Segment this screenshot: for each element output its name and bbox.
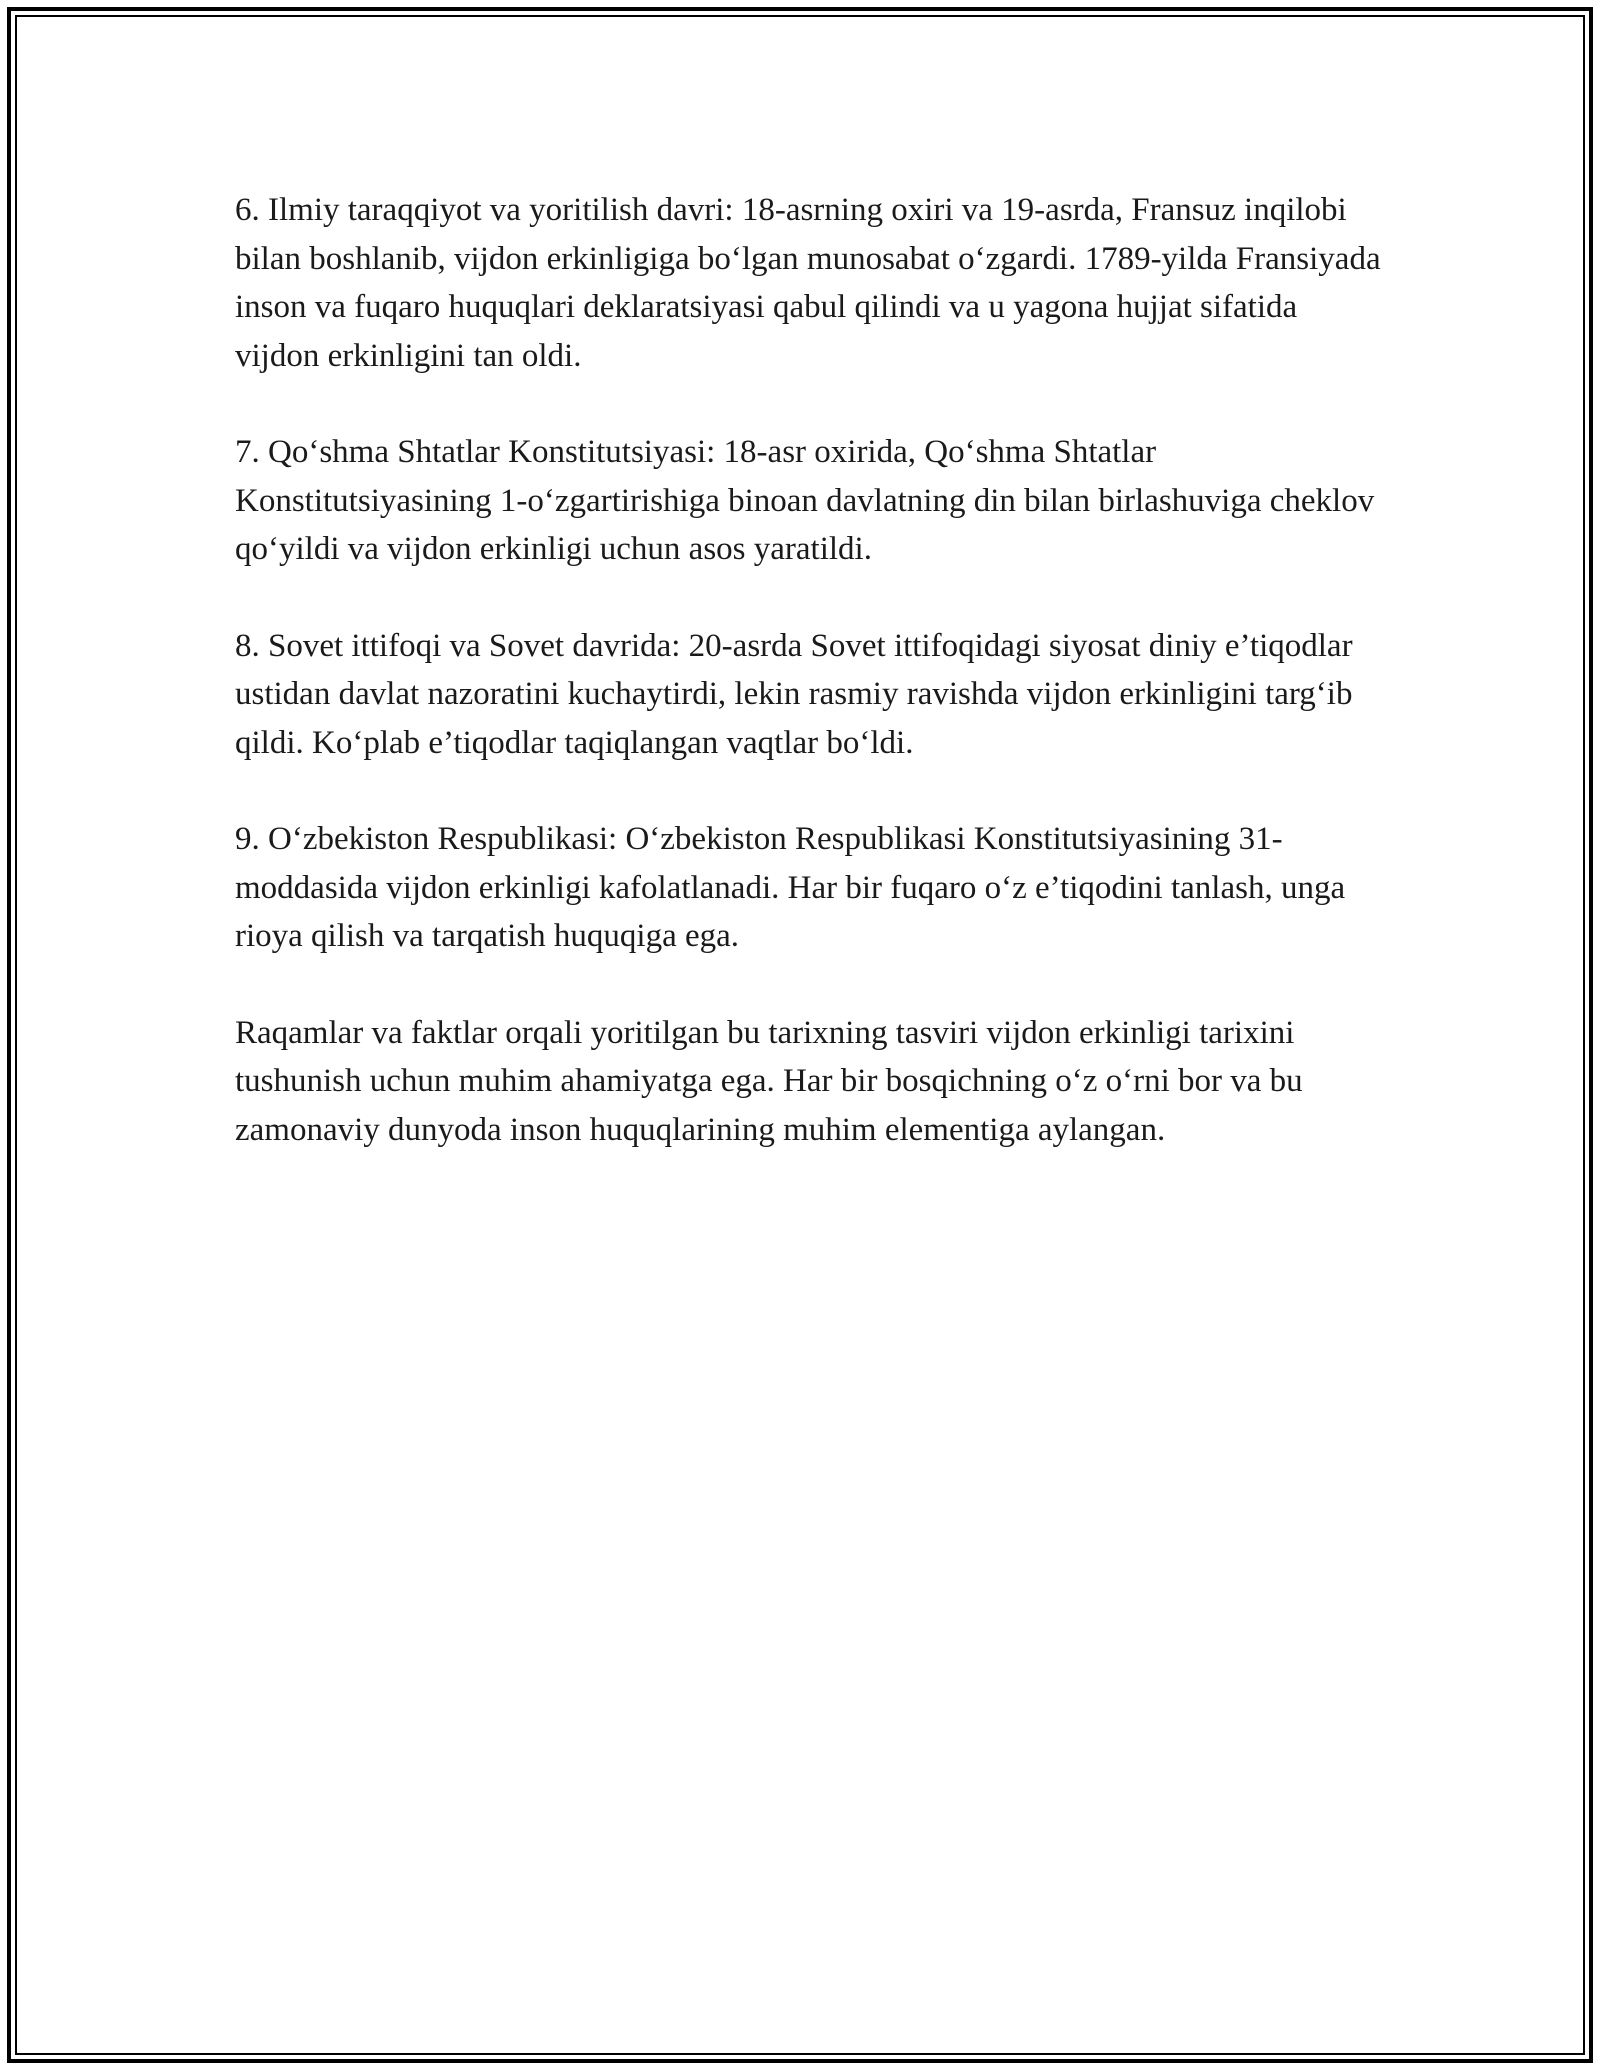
paragraph-french-revolution: 6. Ilmiy taraqqiyot va yoritilish davri: 18-asrning oxiri va 19-asrda, Fransuz inqilobi bilan boshlanib, vijdon erkinligiga bo‘lgan munosabat o‘zgardi. 1789-yilda Fransiyada inson va fuqaro huquqlari deklaratsiyasi qabul qilindi va u yagona hujjat sifatida vijdon erkinligini tan oldi. (235, 192, 1381, 374)
document-body (235, 186, 1385, 1202)
paragraph-conclusion: Raqamlar va faktlar orqali yoritilgan bu tarixning tasviri vijdon erkinligi tarixini tushunish uchun muhim ahamiyatga ega. Har bir bosqichning o‘z o‘rni bor va bu zamonaviy dunyoda inson huquqlarining muhim elementiga aylangan. (235, 1014, 1303, 1148)
paragraph-soviet-era: 8. Sovet ittifoqi va Sovet davrida: 20-asrda Sovet ittifoqidagi siyosat diniy e’tiqodlar ustidan davlat nazoratini kuchaytirdi, lekin rasmiy ravishda vijdon erkinligini targ‘ib qildi. Ko‘plab e’tiqodlar taqiqlangan vaqtlar bo‘ldi. (235, 627, 1353, 761)
paragraph-uzbekistan: 9. O‘zbekiston Respublikasi: O‘zbekiston Respublikasi Konstitutsiyasining 31-moddasida vijdon erkinligi kafolatlanadi. Har bir fuqaro o‘z e’tiqodini tanlash, unga rioya qilish va tarqatish huquqiga ega. (235, 821, 1346, 954)
paragraph-us-constitution: 7. Qo‘shma Shtatlar Konstitutsiyasi: 18-asr oxirida, Qo‘shma Shtatlar Konstitutsiyasining 1-o‘zgartirishiga binoan davlatning din bilan birlashuviga cheklov qo‘yildi va vijdon erkinligi uchun asos yaratildi. (235, 434, 1375, 567)
